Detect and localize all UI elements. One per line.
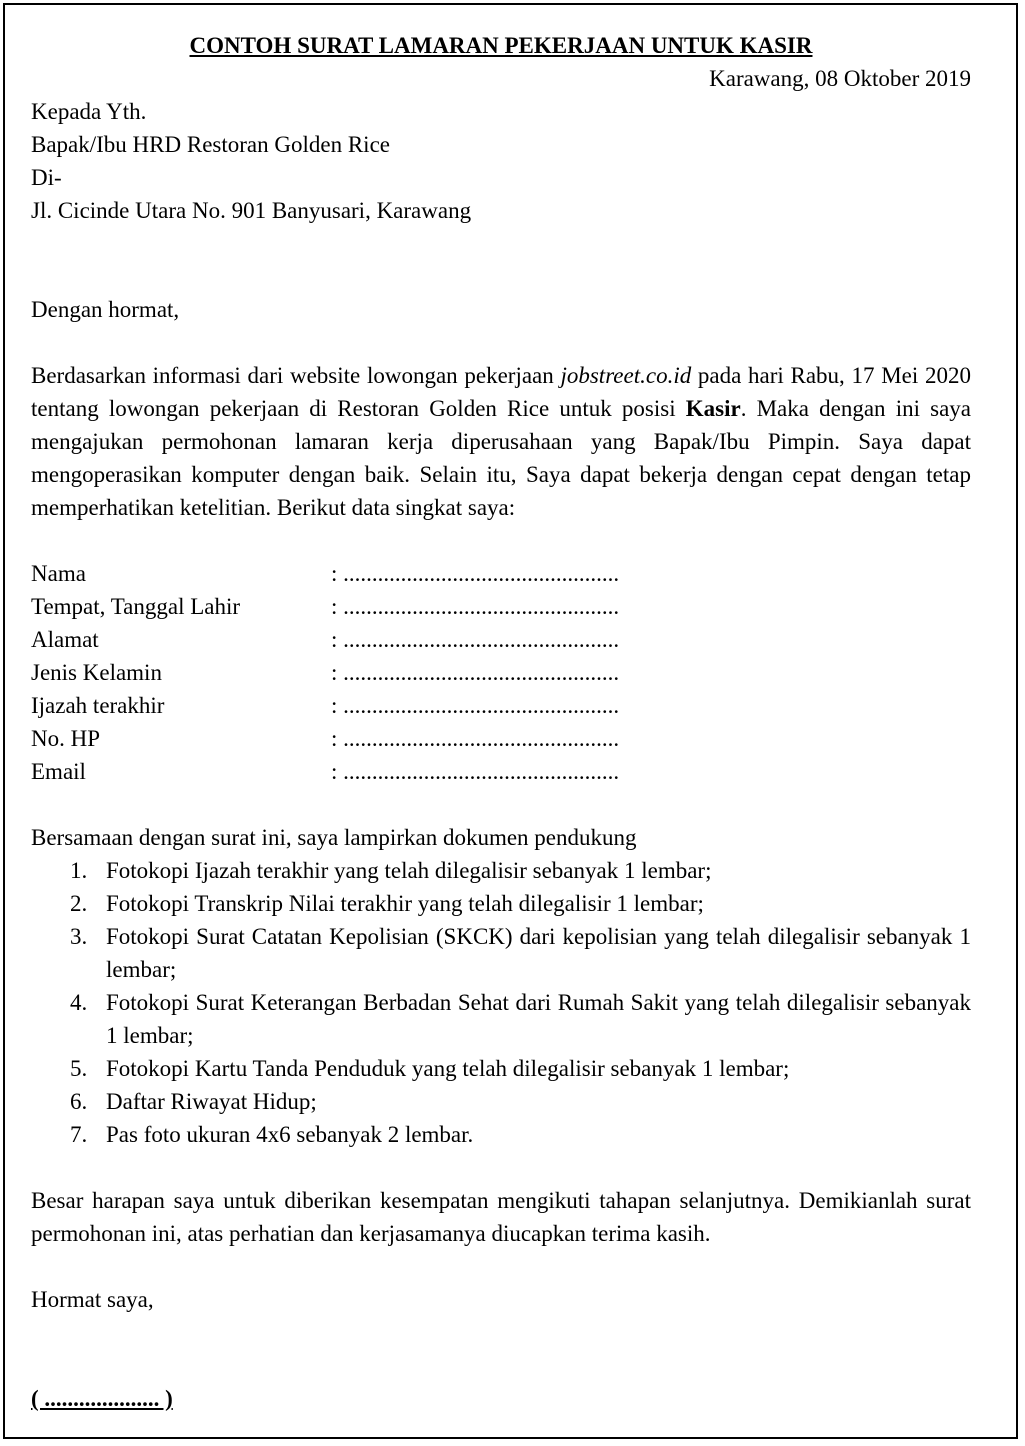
list-text: Daftar Riwayat Hidup;: [106, 1089, 317, 1114]
list-item: [31, 1085, 971, 1118]
body-text: pada hari Rabu, 17 Mei 2020 tentang lowongan pekerjaan di Restoran Golden Rice untuk posisi: [31, 363, 971, 421]
letter: [31, 29, 971, 1415]
list-item: [31, 920, 971, 986]
list-item: [31, 887, 971, 920]
list-number: 2.: [70, 891, 88, 916]
recipient-line: Jl. Cicinde Utara No. 901 Banyusari, Karawang: [31, 198, 472, 223]
field-label: Nama: [31, 561, 86, 586]
list-text: Fotokopi Transkrip Nilai terakhir yang telah dilegalisir 1 lembar;: [106, 891, 704, 916]
recipient-block: [31, 95, 971, 227]
list-text: Fotokopi Kartu Tanda Penduduk yang telah dilegalisir sebanyak 1 lembar;: [106, 1056, 790, 1081]
field-label: Alamat: [31, 627, 99, 652]
list-number: 4.: [70, 990, 88, 1015]
field-value: : ................................................: [331, 660, 620, 685]
field-value: : ................................................: [331, 693, 620, 718]
attachments-intro: Bersamaan dengan surat ini, saya lampirkan dokumen pendukung: [31, 825, 637, 850]
field-label: Ijazah terakhir: [31, 693, 165, 718]
list-item: [31, 854, 971, 887]
field-label: Tempat, Tanggal Lahir: [31, 594, 241, 619]
field-value: : ................................................: [331, 594, 620, 619]
closing-paragraph: Besar harapan saya untuk diberikan kesempatan mengikuti tahapan selanjutnya. Demikianlah surat permohonan ini, atas perhatian dan kerjasamanya diucapkan terima kasih.: [31, 1188, 971, 1246]
field-value: : ................................................: [331, 627, 620, 652]
recipient-line: Di-: [31, 165, 62, 190]
letter-title: CONTOH SURAT LAMARAN PEKERJAAN UNTUK KASIR: [189, 33, 813, 58]
field-row: [31, 656, 971, 689]
list-item: [31, 986, 971, 1052]
field-row: [31, 590, 971, 623]
recipient-line: Kepada Yth.: [31, 99, 147, 124]
regards: Hormat saya,: [31, 1287, 154, 1312]
field-row: [31, 689, 971, 722]
field-value: : ................................................: [331, 561, 620, 586]
place-date: Karawang, 08 Oktober 2019: [709, 66, 971, 91]
field-value: : ................................................: [331, 759, 620, 784]
field-label: Jenis Kelamin: [31, 660, 162, 685]
list-text: Pas foto ukuran 4x6 sebanyak 2 lembar.: [106, 1122, 474, 1147]
position: Kasir: [685, 396, 741, 421]
recipient-line: Bapak/Ibu HRD Restoran Golden Rice: [31, 132, 390, 157]
list-text: Fotokopi Surat Keterangan Berbadan Sehat dari Rumah Sakit yang telah dilegalisir sebanyak 1 lembar;: [106, 990, 971, 1048]
field-row: [31, 623, 971, 656]
signature-placeholder: ( .................... ): [31, 1386, 173, 1411]
field-row: [31, 557, 971, 590]
list-number: 3.: [70, 924, 88, 949]
field-label: Email: [31, 759, 86, 784]
list-item: [31, 1052, 971, 1085]
list-number: 1.: [70, 858, 88, 883]
list-text: Fotokopi Surat Catatan Kepolisian (SKCK) dari kepolisian yang telah dilegalisir sebanyak 1 lembar;: [106, 924, 971, 982]
field-row: [31, 722, 971, 755]
field-value: : ................................................: [331, 726, 620, 751]
list-number: 5.: [70, 1056, 88, 1081]
job-site: jobstreet.co.id: [560, 363, 692, 388]
list-text: Fotokopi Ijazah terakhir yang telah dilegalisir sebanyak 1 lembar;: [106, 858, 712, 883]
body-paragraph: [31, 359, 971, 524]
field-row: [31, 755, 971, 788]
applicant-fields: [31, 557, 971, 788]
greeting: Dengan hormat,: [31, 297, 180, 322]
body-text: Berdasarkan informasi dari website lowongan pekerjaan: [31, 363, 561, 388]
list-number: 6.: [70, 1089, 88, 1114]
attachments-list: [31, 854, 971, 1151]
list-item: [31, 1118, 971, 1151]
list-number: 7.: [70, 1122, 88, 1147]
field-label: No. HP: [31, 726, 101, 751]
body-text: . Maka dengan ini saya mengajukan permohonan lamaran kerja diperusahaan yang Bapak/Ibu Pimpin. Saya dapat mengoperasikan komputer dengan baik. Selain itu, Saya dapat bekerja dengan cepat dengan tetap memperhatikan ketelitian. Berikut data singkat saya:: [31, 396, 971, 520]
